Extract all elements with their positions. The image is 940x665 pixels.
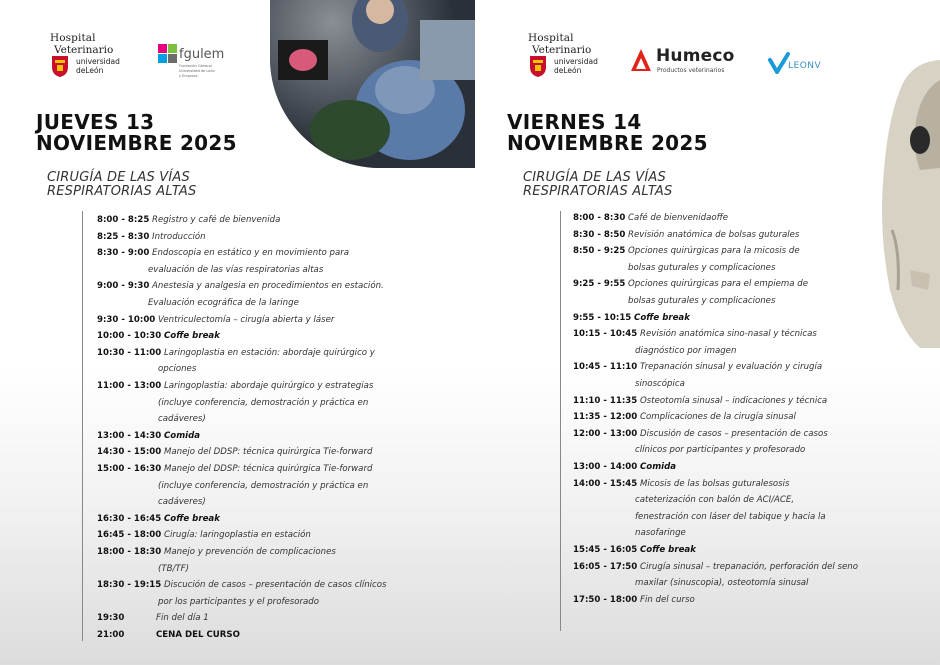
topic-line-2: RESPIRATORIAS ALTAS	[523, 184, 673, 199]
schedule-time: 9:55 - 10:15	[573, 312, 632, 323]
schedule-item	[573, 246, 800, 256]
schedule-desc: Revisión anatómica sino-nasal y técnicas	[640, 329, 817, 340]
logo-universidad: universidad	[76, 57, 120, 66]
schedule-line-left	[82, 211, 83, 641]
schedule-time: 12:00 - 13:00	[573, 428, 638, 439]
schedule-desc: Trepanación sinusal y evaluación y cirugía	[640, 362, 823, 373]
logo-deleon: deLeón	[76, 66, 104, 75]
schedule-time: 16:45 - 18:00	[97, 530, 162, 541]
schedule-desc: Café de bienvenidaoffe	[628, 213, 729, 223]
schedule-item	[97, 547, 336, 557]
schedule-time: 16:30 - 16:45	[97, 513, 162, 524]
schedule-item	[573, 479, 790, 489]
schedule-item	[97, 381, 373, 391]
schedule-item	[97, 431, 200, 441]
schedule-desc: Coffe break	[164, 331, 220, 342]
schedule-item	[97, 464, 372, 474]
schedule-item	[97, 281, 384, 291]
schedule-desc: Opciones quirúrgicas para el empiema de	[628, 279, 808, 290]
fgulem-logo	[158, 44, 238, 80]
day-line-2: NOVIEMBRE 2025	[507, 131, 708, 155]
schedule-time: 9:00 - 9:30	[97, 281, 150, 292]
schedule-item	[97, 315, 334, 325]
schedule-item	[573, 230, 799, 240]
schedule-desc: Coffe break	[164, 513, 220, 524]
schedule-desc: Endoscopia en estático y en movimiento para	[152, 248, 350, 259]
schedule-desc: Registro y café de bienvenida	[152, 215, 281, 225]
schedule-desc-cont: fenestración con láser del tabique y hacia la	[635, 511, 826, 522]
schedule-time: 15:00 - 16:30	[97, 464, 162, 474]
schedule-time: 10:15 - 10:45	[573, 329, 638, 340]
schedule-desc-cont: opciones	[158, 364, 197, 375]
schedule-time: 13:00 - 14:00	[573, 462, 638, 472]
schedule-time: 17:50 - 18:00	[573, 594, 638, 605]
schedule-desc: Osteotomía sinusal – indicaciones y técnica	[640, 395, 828, 406]
schedule-time: 13:00 - 14:30	[97, 430, 162, 441]
schedule-desc: Complicaciones de la cirugía sinusal	[640, 412, 796, 423]
schedule-desc: Discución de casos – presentación de casos clínicos	[164, 580, 387, 591]
logo-veterinario: Veterinario	[54, 44, 114, 56]
schedule-desc: Fin del curso	[640, 594, 695, 605]
schedule-time: 16:05 - 17:50	[573, 561, 638, 572]
schedule-desc: Comida	[640, 462, 677, 472]
schedule-time: 9:25 - 9:55	[573, 279, 626, 290]
schedule-item	[97, 630, 240, 640]
schedule-desc: Laringoplastia: abordaje quirúrgico y estrategias	[164, 381, 374, 391]
schedule-desc-cont: cadáveres)	[158, 497, 206, 508]
schedule-desc: Coffe break	[634, 312, 690, 323]
schedule-item	[573, 213, 728, 223]
schedule-item	[97, 232, 206, 242]
schedule-time: 14:00 - 15:45	[573, 478, 638, 489]
logo-hospital: Hospital	[50, 32, 96, 44]
topic-title-right	[523, 171, 672, 199]
schedule-time: 8:30 - 8:50	[573, 229, 626, 240]
logo-universidad: universidad	[554, 57, 598, 66]
schedule-item	[573, 396, 827, 406]
schedule-time: 11:10 - 11:35	[573, 395, 638, 406]
schedule-item	[573, 429, 828, 439]
crest-icon	[50, 54, 70, 78]
schedule-desc-cont: cateterización con balón de ACI/ACE,	[635, 495, 795, 506]
schedule-desc-cont: (TB/TF)	[158, 563, 189, 574]
schedule-desc: Manejo del DDSP: técnica quirúrgica Tie-forward	[164, 464, 373, 474]
schedule-item	[97, 248, 349, 258]
schedule-desc: Anestesia y analgesia en procedimientos en estación.	[152, 281, 384, 292]
surgery-photo	[270, 0, 475, 168]
schedule-desc: Ventriculectomía – cirugía abierta y láser	[158, 314, 335, 325]
schedule-desc: Discusión de casos – presentación de casos	[640, 428, 828, 439]
schedule-desc-cont: Evaluación ecográfica de la laringe	[148, 298, 299, 308]
schedule-desc: Manejo del DDSP: técnica quirúrgica Tie-forward	[164, 447, 373, 458]
schedule-time: 18:00 - 18:30	[97, 547, 162, 557]
schedule-time: 8:00 - 8:25	[97, 215, 150, 225]
schedule-desc-cont: (incluye conferencia, demostración y práctica en	[158, 397, 369, 408]
topic-line-1: CIRUGÍA DE LAS VÍAS	[523, 170, 666, 185]
fgulem-sub3: y Empresa	[179, 74, 198, 78]
schedule-desc: Manejo y prevención de complicaciones	[164, 547, 336, 557]
topic-line-2: RESPIRATORIAS ALTAS	[47, 184, 197, 199]
topic-title-left	[47, 171, 196, 199]
schedule-time: 8:00 - 8:30	[573, 213, 626, 223]
fgulem-mark-icon	[158, 44, 178, 64]
fgulem-sub2: Universidad de León	[179, 69, 215, 73]
schedule-item	[573, 545, 696, 555]
humeco-sub: Productos veterinarios	[657, 67, 725, 74]
schedule-desc-cont: nasofaringe	[635, 528, 686, 539]
day-line-1: VIERNES 14	[507, 110, 642, 134]
schedule-desc: Cirugía: laringoplastia en estación	[164, 530, 311, 541]
schedule-time: 21:00	[97, 630, 125, 640]
schedule-item	[97, 447, 372, 457]
schedule-item	[97, 613, 209, 624]
schedule-time: 10:45 - 11:10	[573, 362, 638, 373]
schedule-item	[97, 348, 375, 358]
fgulem-sub1: Fundación General	[179, 64, 212, 68]
schedule-desc-cont: (incluye conferencia, demostración y práctica en	[158, 480, 369, 491]
schedule-desc-cont: maxilar (sinuscopia), osteotomía sinusal	[635, 578, 809, 589]
schedule-desc: Laringoplastia en estación: abordaje quirúrgico y	[164, 347, 375, 358]
schedule-item	[573, 279, 808, 289]
schedule-desc: CENA DEL CURSO	[156, 630, 240, 640]
schedule-item	[573, 562, 858, 572]
schedule-time: 19:30	[97, 613, 125, 624]
hospital-veterinario-logo	[50, 32, 140, 92]
logo-veterinario: Veterinario	[532, 44, 592, 56]
schedule-desc-cont: sinoscópica	[635, 379, 685, 389]
day-line-1: JUEVES 13	[36, 110, 155, 134]
schedule-item	[97, 514, 220, 524]
schedule-desc: Coffe break	[640, 545, 696, 555]
schedule-desc-cont: evaluación de las vías respiratorias altas	[148, 264, 324, 275]
schedule-item	[573, 595, 695, 605]
horse-skull-image	[870, 50, 940, 350]
schedule-item	[97, 331, 220, 341]
schedule-time: 11:00 - 13:00	[97, 381, 162, 391]
schedule-desc: Fin del día 1	[156, 613, 209, 624]
schedule-item	[573, 329, 817, 339]
schedule-time: 11:35 - 12:00	[573, 412, 638, 423]
schedule-item	[573, 462, 676, 472]
humeco-triangle-icon	[630, 48, 652, 72]
schedule-desc-cont: cadáveres)	[158, 414, 206, 425]
day-line-2: NOVIEMBRE 2025	[36, 131, 237, 155]
schedule-item	[573, 313, 690, 323]
humeco-name: Humeco	[656, 46, 735, 66]
fgulem-name: fgulem	[179, 47, 225, 62]
topic-line-1: CIRUGÍA DE LAS VÍAS	[47, 170, 190, 185]
schedule-desc-cont: diagnóstico por imagen	[635, 345, 737, 356]
humeco-logo	[630, 46, 760, 78]
schedule-desc: Micosis de las bolsas guturalesosis	[640, 478, 790, 489]
leonv-name: LEONV	[788, 61, 822, 71]
day-title-thursday	[36, 112, 237, 154]
schedule-item	[573, 412, 796, 422]
logo-deleon: deLeón	[554, 66, 582, 75]
schedule-desc: Opciones quirúrgicas para la micosis de	[628, 246, 800, 257]
right-page	[470, 0, 940, 665]
schedule-desc-cont: bolsas guturales y complicaciones	[628, 296, 776, 306]
schedule-time: 8:50 - 9:25	[573, 246, 626, 257]
schedule-item	[97, 215, 280, 225]
leonv-check-icon	[768, 52, 790, 74]
hospital-veterinario-logo-right	[528, 32, 618, 92]
schedule-time: 18:30 - 19:15	[97, 580, 162, 591]
schedule-desc: Revisión anatómica de bolsas guturales	[628, 229, 800, 240]
leonv-logo	[768, 52, 828, 74]
schedule-item	[97, 580, 387, 590]
schedule-time: 10:00 - 10:30	[97, 331, 162, 342]
schedule-item	[573, 362, 822, 372]
schedule-desc: Comida	[164, 430, 201, 441]
schedule-time: 9:30 - 10:00	[97, 314, 156, 325]
schedule-desc-cont: por los participantes y el profesorado	[158, 596, 320, 607]
logo-hospital: Hospital	[528, 32, 574, 44]
schedule-desc-cont: clínicos por participantes y profesorado	[635, 445, 806, 456]
day-title-friday	[507, 112, 708, 154]
schedule-time: 8:25 - 8:30	[97, 231, 150, 242]
schedule-item	[97, 530, 311, 540]
crest-icon	[528, 54, 548, 78]
schedule-desc: Introducción	[152, 231, 206, 242]
schedule-time: 14:30 - 15:00	[97, 447, 162, 458]
schedule-line-right	[560, 211, 561, 631]
schedule-time: 8:30 - 9:00	[97, 248, 150, 259]
schedule-time: 15:45 - 16:05	[573, 545, 638, 555]
schedule-desc-cont: bolsas guturales y complicaciones	[628, 262, 776, 273]
schedule-desc: Cirugía sinusal – trepanación, perforación del seno	[640, 561, 858, 572]
schedule-time: 10:30 - 11:00	[97, 347, 162, 358]
